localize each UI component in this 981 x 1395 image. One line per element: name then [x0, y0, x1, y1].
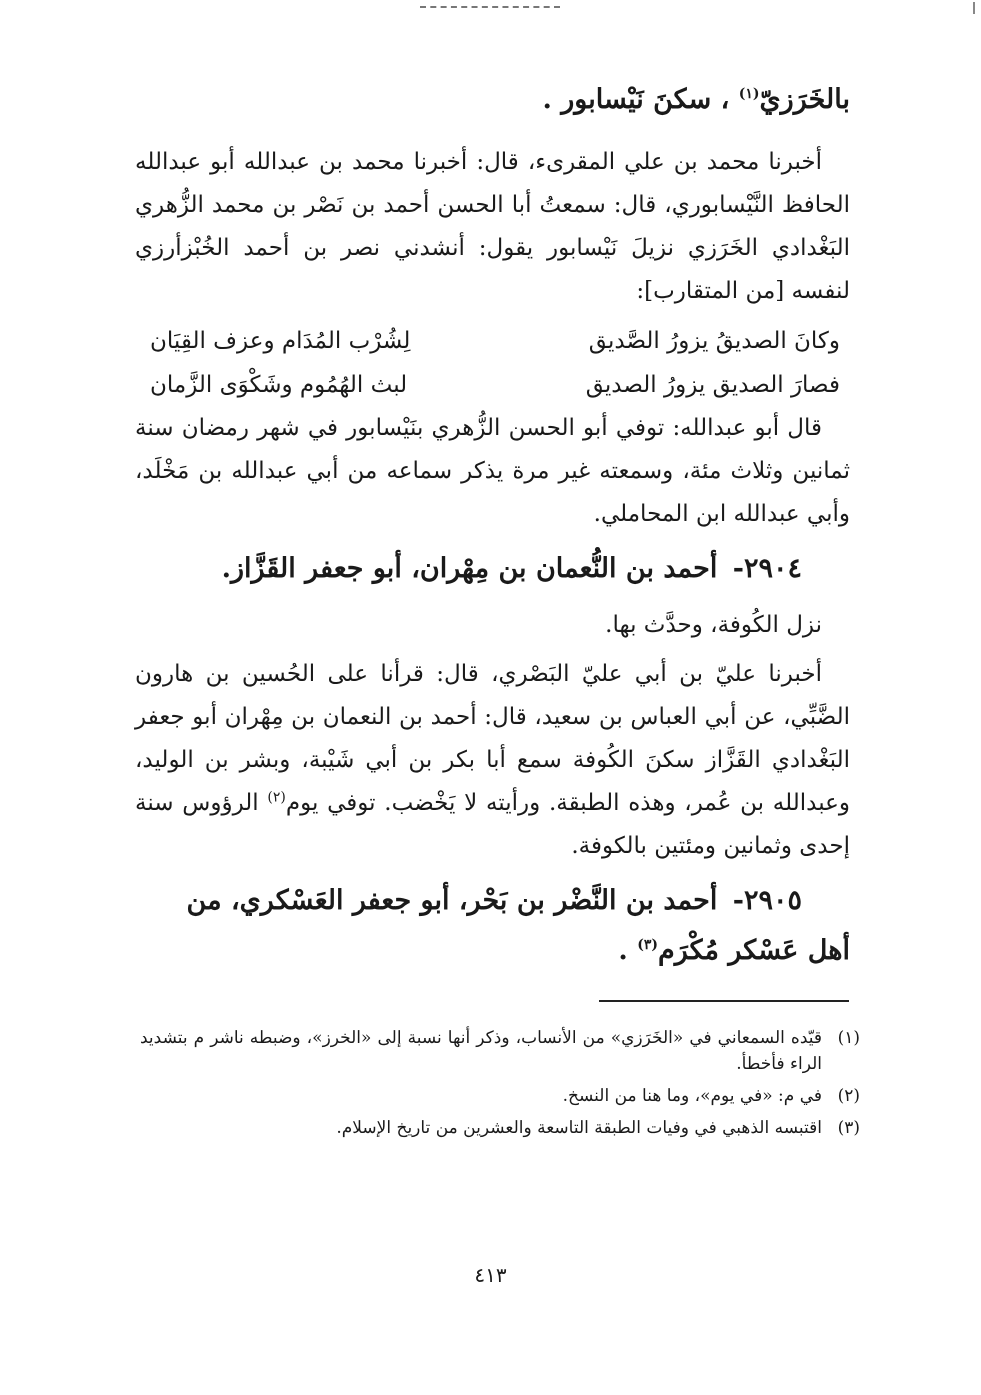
footnote-1-number: (١) — [837, 1028, 860, 1048]
verse-1-first-hemistich: وكانَ الصديقُ يزورُ الصَّديق — [588, 327, 840, 354]
entry-title-2905-end: . — [618, 934, 628, 966]
intro-rest: ، سكنَ نَيْسابور . — [542, 84, 730, 115]
footnote-2-number: (٢) — [837, 1086, 860, 1106]
footnote-ref-1: (١) — [738, 86, 760, 102]
entry-title-2905: أحمد بن النَّضْر بن بَحْر، أبو جعفر العَسْكري، من أهل عَسْكر مُكْرَم — [186, 884, 850, 966]
paragraph-2904-isnad — [135, 653, 850, 868]
entry-title-2904: أحمد بن النُّعمان بن مِهْران، أبو جعفر القَزَّاز. — [221, 552, 718, 584]
footnote-1-text: قيّده السمعاني في «الخَرَزي» من الأنساب، وذكر أنها نسبة إلى «الخرز»، وضبطه ناشر م بتشديد الراء فأخطأ. — [140, 1028, 822, 1074]
verse-2-first-hemistich: فصارَ الصديق يزورُ الصديق — [585, 371, 840, 398]
footnote-3 — [140, 1115, 860, 1141]
footnote-2-text: في م: «في يوم»، وما هنا من النسخ. — [562, 1086, 822, 1106]
footnote-3-number: (٣) — [837, 1118, 860, 1138]
continued-entry-line — [135, 80, 850, 121]
paragraph-death-note: قال أبو عبدالله: توفي أبو الحسن الزُّهري بنَيْسابور في شهر رمضان سنة ثمانين وثلاث مئة، وسمعته غير مرة يذكر سماعه من أبي عبدالله بن مَخْلَد، وأبي عبدالله ابن المحاملي. — [135, 414, 850, 527]
page-number: ٤١٣ — [474, 1263, 507, 1287]
entry-number-2905: ٢٩٠٥- — [732, 884, 802, 916]
paragraph-2904-isnad-text: أخبرنا عليّ بن أبي عليّ البَصْري، قال: قرأنا على الحُسين بن هارون الضَّبِّي، عن أبي العباس بن سعيد، قال: أحمد بن النعمان بن مِهْران أبو جعفر البَغْدادي القَزَّاز سكنَ الكُوفة سمع أبا بكر بن أبي شَيْبة، وبشر بن الوليد، وعبدالله بن عُمر، وهذه الطبقة. ورأيته لا يَخْضب. توفي يوم — [135, 660, 850, 816]
paragraph-isnad-1: أخبرنا محمد بن علي المقرىء، قال: أخبرنا محمد بن عبدالله أبو عبدالله الحافظ النَّيْسابوري، قال: سمعتُ أبا الحسن أحمد بن نَصْر بن محمد الزُّهري البَغْدادي الخَرَزي نزيلَ نَيْسابور يقول: أنشدني نصر بن أحمد الخُبْزأرزي لنفسه [من المتقارب]: — [135, 148, 850, 304]
footnote-ref-2: (٢) — [267, 788, 286, 805]
intro-text: بالخَرَزيّ — [759, 84, 850, 115]
verse-1-second-hemistich: لِشُرْب المُدَام وعزف القِيَان — [150, 327, 411, 354]
entry-heading-2904 — [135, 544, 850, 594]
corner-scan-mark — [967, 2, 975, 14]
main-text — [135, 70, 850, 986]
footnote-1 — [140, 1025, 860, 1077]
entry-number-2904: ٢٩٠٤- — [732, 552, 802, 584]
footnote-ref-3: (٣) — [637, 936, 659, 953]
verse-line-2 — [150, 363, 850, 407]
top-scan-marks — [420, 6, 560, 12]
footnote-2 — [140, 1083, 860, 1109]
footnote-3-text: اقتبسه الذهبي في وفيات الطبقة التاسعة والعشرين من تاريخ الإسلام. — [336, 1118, 822, 1138]
verse-2-second-hemistich: لبث الهُمُوم وشَكْوَى الزَّمان — [150, 371, 408, 398]
entry-heading-2905 — [135, 876, 850, 976]
footnote-divider — [599, 1000, 849, 1002]
paragraph-2904-residence: نزل الكُوفة، وحدَّث بها. — [605, 611, 822, 638]
verse-line-1 — [150, 319, 850, 363]
paragraph-2904-isnad-end: الرؤوس سنة إحدى وثمانين ومئتين بالكوفة. — [135, 789, 850, 859]
footnotes — [140, 1025, 860, 1147]
